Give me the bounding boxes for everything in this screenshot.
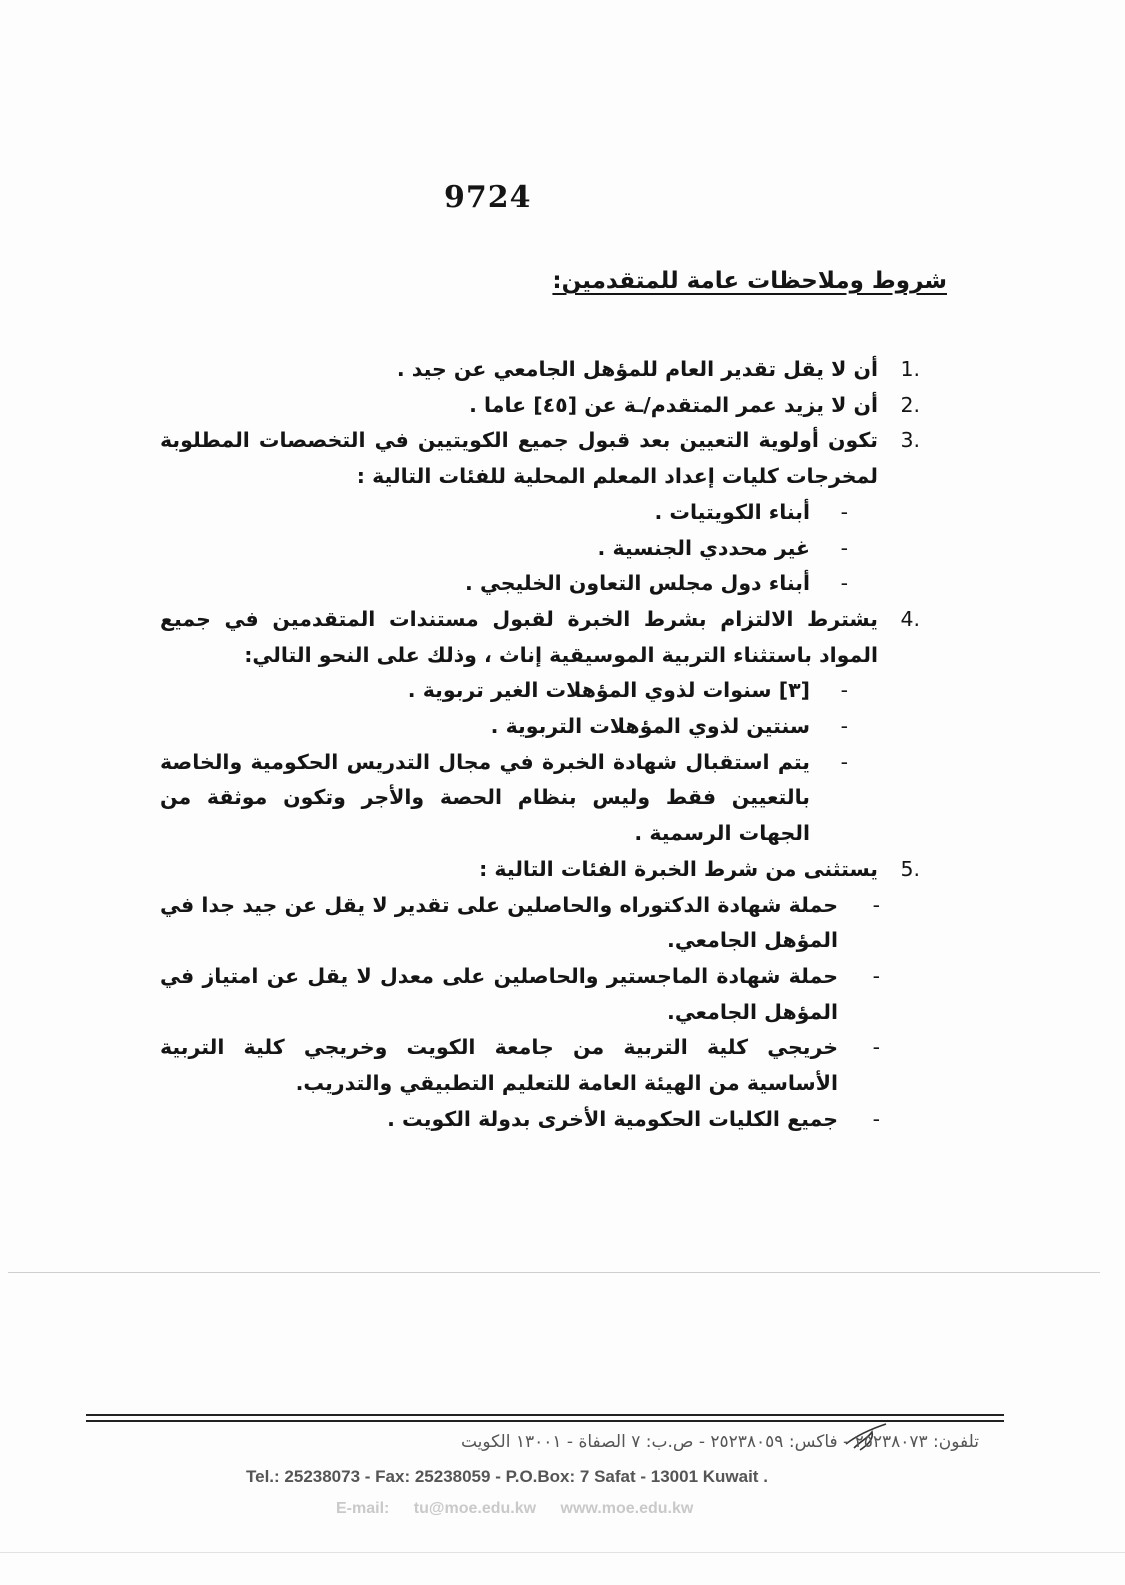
sub-item: - [٣] سنوات لذوي المؤهلات الغير تربوية . bbox=[407, 678, 848, 703]
item-text: أن لا يزيد عمر المتقدم/ـة عن [٤٥] عاما . bbox=[469, 392, 878, 417]
page-number: 9724 bbox=[444, 180, 532, 215]
conditions-list bbox=[160, 352, 920, 1137]
footer-email: E-mail: tu@moe.edu.kw bbox=[336, 1500, 537, 1517]
item-number: 4. bbox=[900, 606, 920, 631]
item-text: تكون أولوية التعيين بعد قبول جميع الكويتيين في التخصصات المطلوبة لمخرجات كليات إعداد المعلم المحلية للفئات التالية : bbox=[160, 428, 878, 489]
condition-item-1 bbox=[160, 352, 920, 388]
sub-item: - أبناء دول مجلس التعاون الخليجي . bbox=[465, 571, 848, 596]
document-title: شروط وملاحظات عامة للمتقدمين: bbox=[552, 268, 947, 294]
sub-item: - حملة شهادة الدكتوراه والحاصلين على تقدير لا يقل عن جيد جدا في المؤهل الجامعي. bbox=[160, 892, 880, 953]
condition-item-3 bbox=[160, 423, 920, 494]
footer-contact-english: Tel.: 25238073 - Fax: 25238059 - P.O.Box: 7 Safat - 13001 Kuwait . bbox=[246, 1467, 768, 1486]
item-text: يشترط الالتزام بشرط الخبرة لقبول مستندات المتقدمين في جميع المواد باستثناء التربية الموسيقية إناث ، وذلك على النحو التالي: bbox=[160, 606, 878, 667]
item-text: أن لا يقل تقدير العام للمؤهل الجامعي عن جيد . bbox=[396, 357, 878, 381]
scan-edge bbox=[0, 1552, 1125, 1553]
item-number: 1. bbox=[900, 357, 920, 381]
footer-rule bbox=[86, 1414, 1004, 1416]
item-number: 5. bbox=[900, 856, 920, 881]
condition-item-4 bbox=[160, 602, 920, 673]
footer-website: www.moe.edu.kw bbox=[560, 1500, 694, 1517]
sub-item: - سنتين لذوي المؤهلات التربوية . bbox=[490, 714, 848, 739]
sub-item: - أبناء الكويتيات . bbox=[654, 499, 848, 524]
item-number: 2. bbox=[900, 392, 920, 417]
sub-item: - جميع الكليات الحكومية الأخرى بدولة الكويت . bbox=[387, 1106, 880, 1131]
condition-item-5 bbox=[160, 852, 920, 888]
footer-contact-arabic: تلفون: ٢٥٢٣٨٠٧٣ - فاكس: ٢٥٢٣٨٠٥٩ - ص.ب: ٧ الصفاة - ١٣٠٠١ الكويت bbox=[460, 1432, 979, 1452]
sub-item: - خريجي كلية التربية من جامعة الكويت وخريجي كلية التربية الأساسية من الهيئة العامة للتعليم التطبيقي والتدريب. bbox=[160, 1035, 880, 1096]
page-divider bbox=[8, 1272, 1100, 1273]
sub-item: - غير محددي الجنسية . bbox=[597, 535, 848, 560]
item-text: يستثنى من شرط الخبرة الفئات التالية : bbox=[479, 856, 878, 881]
footer-web bbox=[336, 1500, 693, 1518]
sub-item: - يتم استقبال شهادة الخبرة في مجال التدريس الحكومية والخاصة بالتعيين فقط وليس بنظام الحصة والأجر وتكون موثقة من الجهات الرسمية . bbox=[160, 749, 848, 846]
item-number: 3. bbox=[900, 428, 920, 453]
sub-item: - حملة شهادة الماجستير والحاصلين على معدل لا يقل عن امتياز في المؤهل الجامعي. bbox=[160, 963, 880, 1024]
condition-item-2 bbox=[160, 388, 920, 424]
